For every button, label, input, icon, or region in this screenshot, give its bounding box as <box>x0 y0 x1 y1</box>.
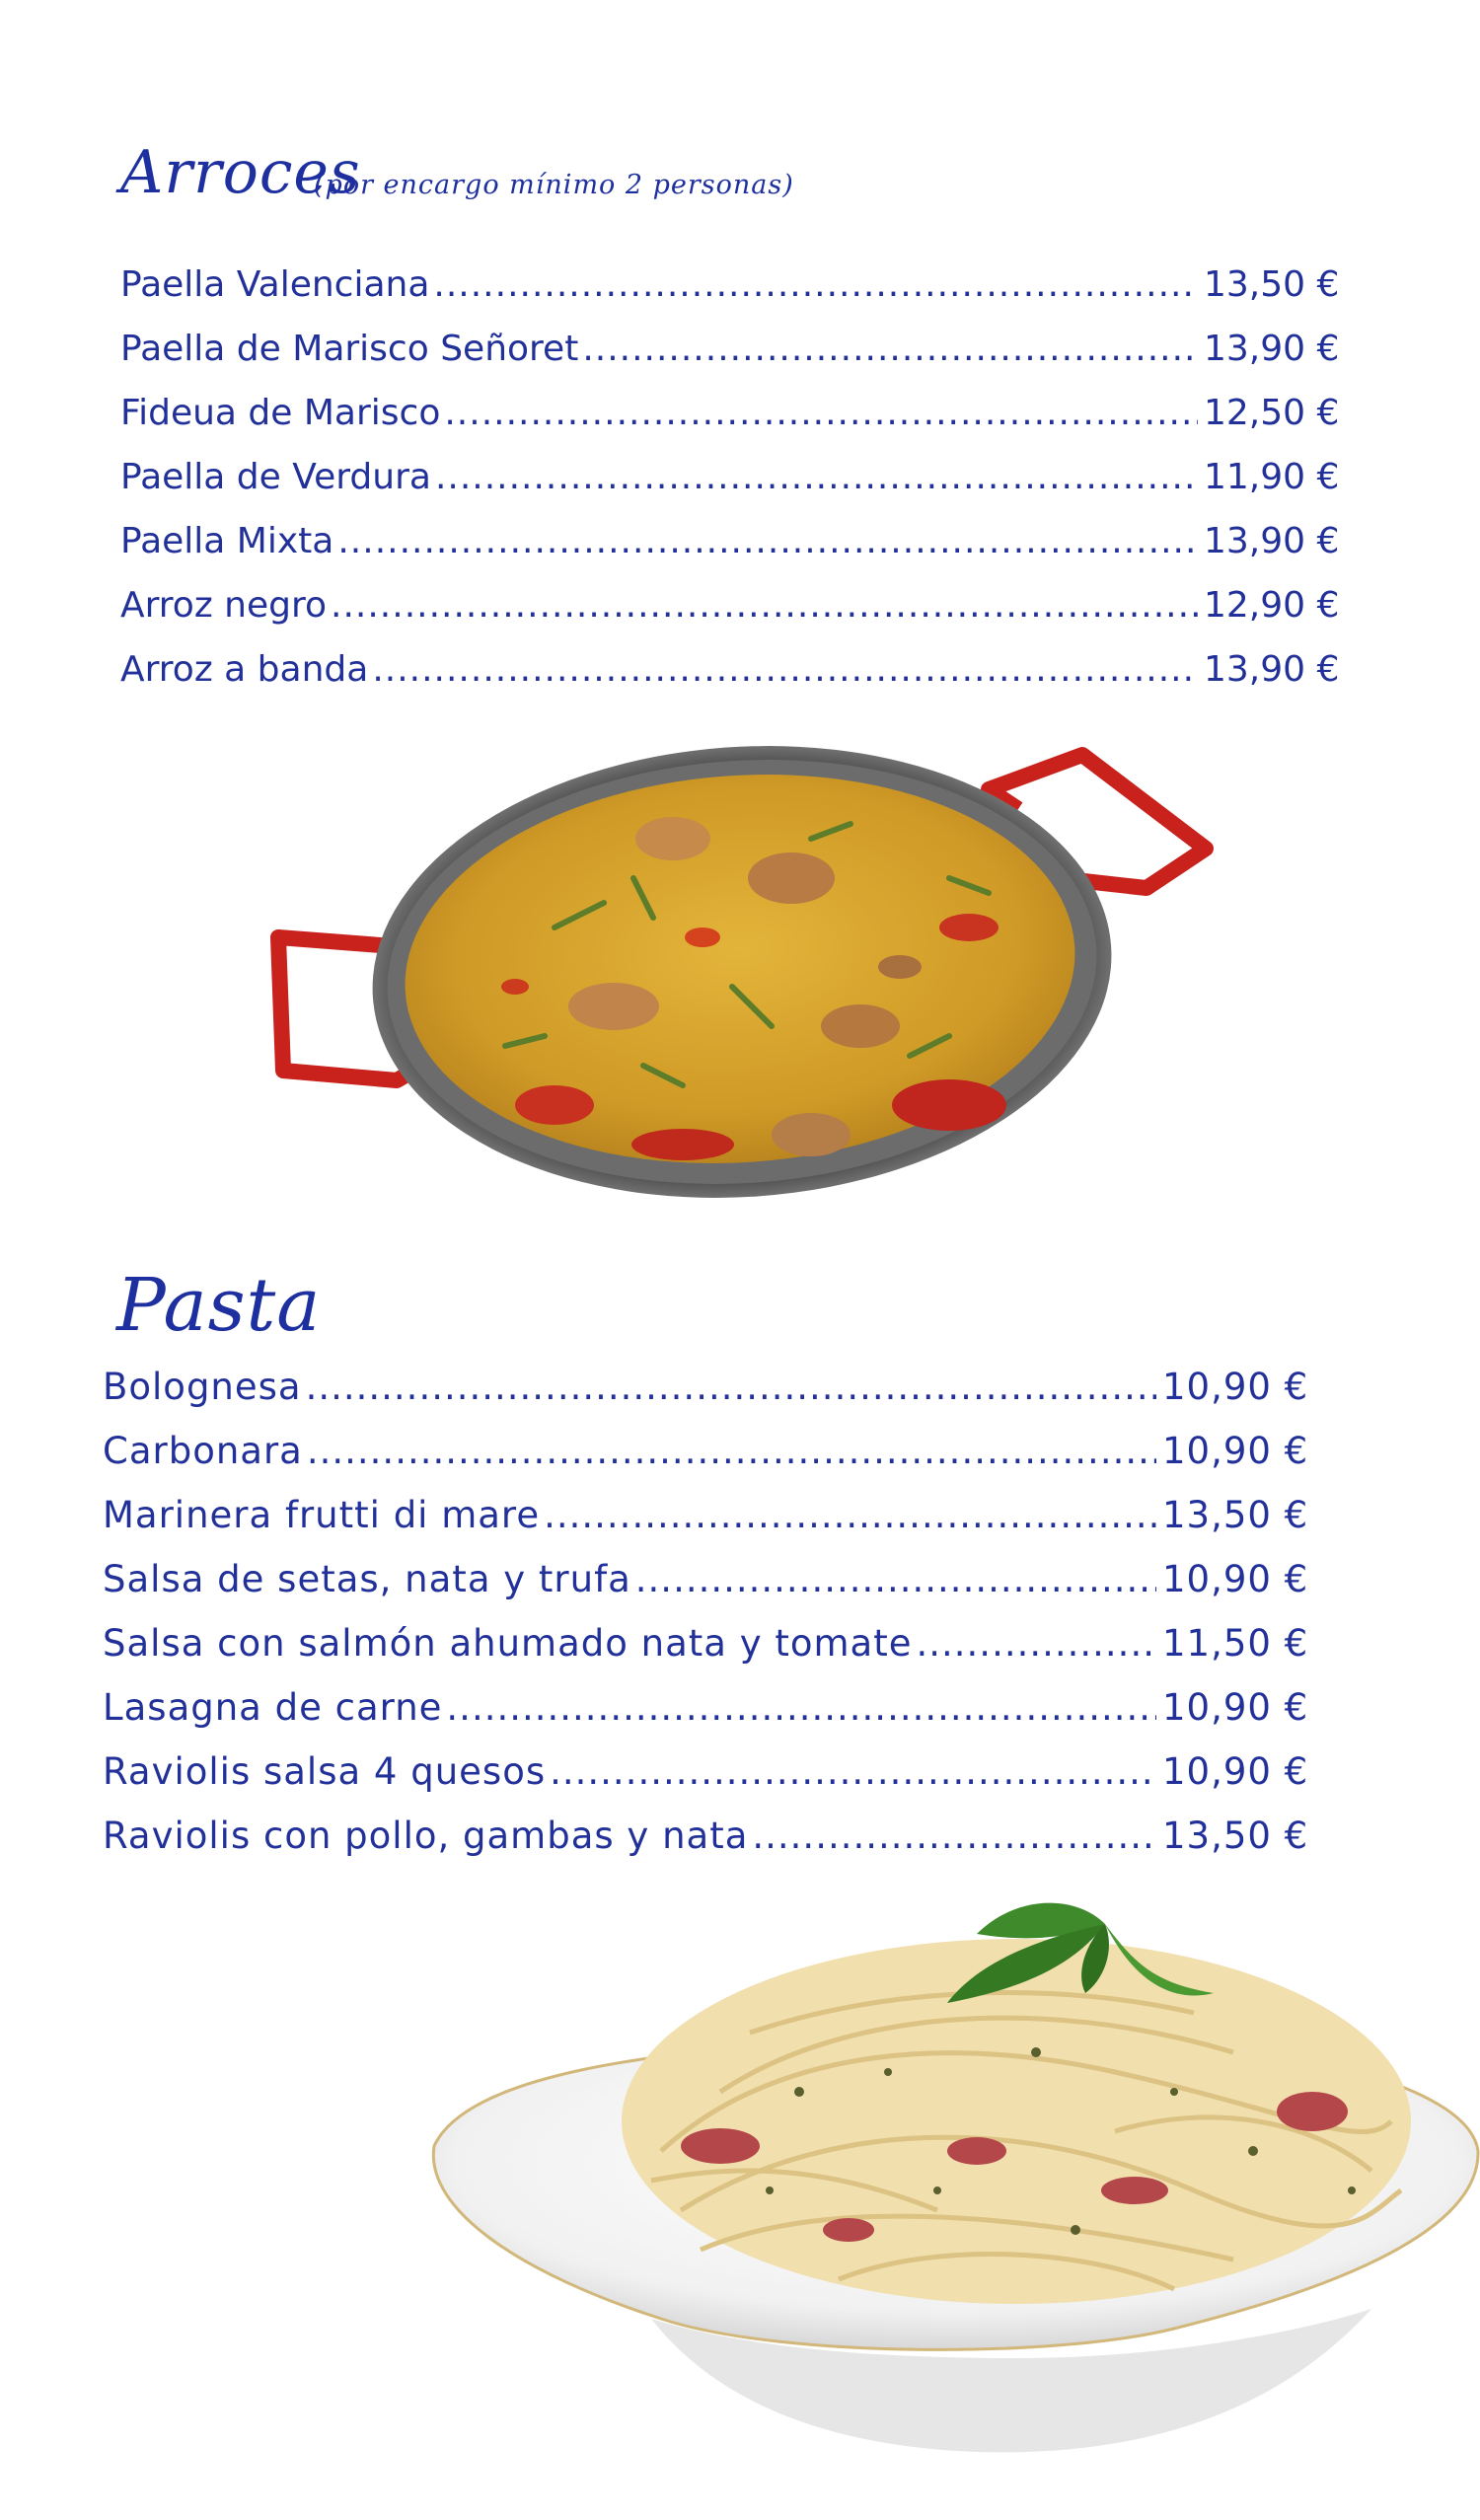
menu-item <box>103 1430 1309 1494</box>
menu-item <box>103 1622 1309 1686</box>
dish-price: 13,90 € <box>1204 521 1340 561</box>
arroces-section-title: Arroces <box>120 138 361 207</box>
dot-leader <box>544 1494 1156 1536</box>
pasta-photo <box>424 1894 1480 2506</box>
dish-price: 11,50 € <box>1162 1622 1309 1665</box>
dish-price: 10,90 € <box>1162 1366 1309 1408</box>
dish-price: 10,90 € <box>1162 1686 1309 1729</box>
dish-price: 10,90 € <box>1162 1558 1309 1600</box>
dish-price: 13,90 € <box>1204 649 1340 690</box>
menu-item <box>120 264 1340 329</box>
dot-leader <box>435 457 1198 497</box>
dot-leader <box>306 1366 1156 1408</box>
arroces-order-note: (por encargo mínimo 2 personas) <box>314 170 794 200</box>
dish-price: 13,50 € <box>1162 1815 1309 1857</box>
menu-item <box>103 1750 1309 1815</box>
menu-item <box>103 1366 1309 1430</box>
dot-leader <box>917 1622 1157 1665</box>
menu-item <box>120 585 1340 649</box>
dot-leader <box>635 1558 1156 1600</box>
dish-price: 12,50 € <box>1204 393 1340 433</box>
pasta-menu-list <box>103 1366 1309 1879</box>
dish-name: Bolognesa <box>103 1366 302 1408</box>
dot-leader <box>307 1430 1156 1472</box>
dish-name: Marinera frutti di mare <box>103 1494 541 1536</box>
dish-name: Carbonara <box>103 1430 303 1472</box>
dot-leader <box>752 1815 1156 1857</box>
menu-item <box>120 521 1340 585</box>
dish-price: 10,90 € <box>1162 1430 1309 1472</box>
dish-name: Salsa con salmón ahumado nata y tomate <box>103 1622 913 1665</box>
menu-item <box>120 649 1340 713</box>
dot-leader <box>337 521 1198 561</box>
dish-name: Raviolis con pollo, gambas y nata <box>103 1815 749 1857</box>
dish-name: Paella Mixta <box>120 521 334 561</box>
dot-leader <box>446 1686 1156 1729</box>
pasta-section-title: Pasta <box>116 1263 322 1348</box>
menu-item <box>103 1494 1309 1558</box>
dish-name: Lasagna de carne <box>103 1686 443 1729</box>
dish-name: Salsa de setas, nata y trufa <box>103 1558 631 1600</box>
dot-leader <box>372 649 1198 690</box>
dot-leader <box>550 1750 1156 1793</box>
dish-name: Paella de Verdura <box>120 457 431 497</box>
dish-name: Paella Valenciana <box>120 264 430 305</box>
dish-price: 11,90 € <box>1204 457 1340 497</box>
menu-item <box>120 393 1340 457</box>
dot-leader <box>331 585 1198 626</box>
menu-item <box>103 1815 1309 1879</box>
dish-price: 13,50 € <box>1204 264 1340 305</box>
dish-price: 12,90 € <box>1204 585 1340 626</box>
dish-price: 13,90 € <box>1204 329 1340 369</box>
dish-name: Arroz a banda <box>120 649 369 690</box>
dish-price: 10,90 € <box>1162 1750 1309 1793</box>
menu-item <box>103 1686 1309 1750</box>
paella-photo <box>259 730 1225 1214</box>
menu-item <box>103 1558 1309 1622</box>
dish-name: Raviolis salsa 4 quesos <box>103 1750 547 1793</box>
menu-item <box>120 329 1340 393</box>
dot-leader <box>444 393 1198 433</box>
dish-name: Paella de Marisco Señoret <box>120 329 579 369</box>
dot-leader <box>582 329 1198 369</box>
dish-name: Fideua de Marisco <box>120 393 441 433</box>
menu-item <box>120 457 1340 521</box>
dish-price: 13,50 € <box>1162 1494 1309 1536</box>
dot-leader <box>433 264 1198 305</box>
arroces-menu-list <box>120 264 1340 713</box>
dish-name: Arroz negro <box>120 585 328 626</box>
